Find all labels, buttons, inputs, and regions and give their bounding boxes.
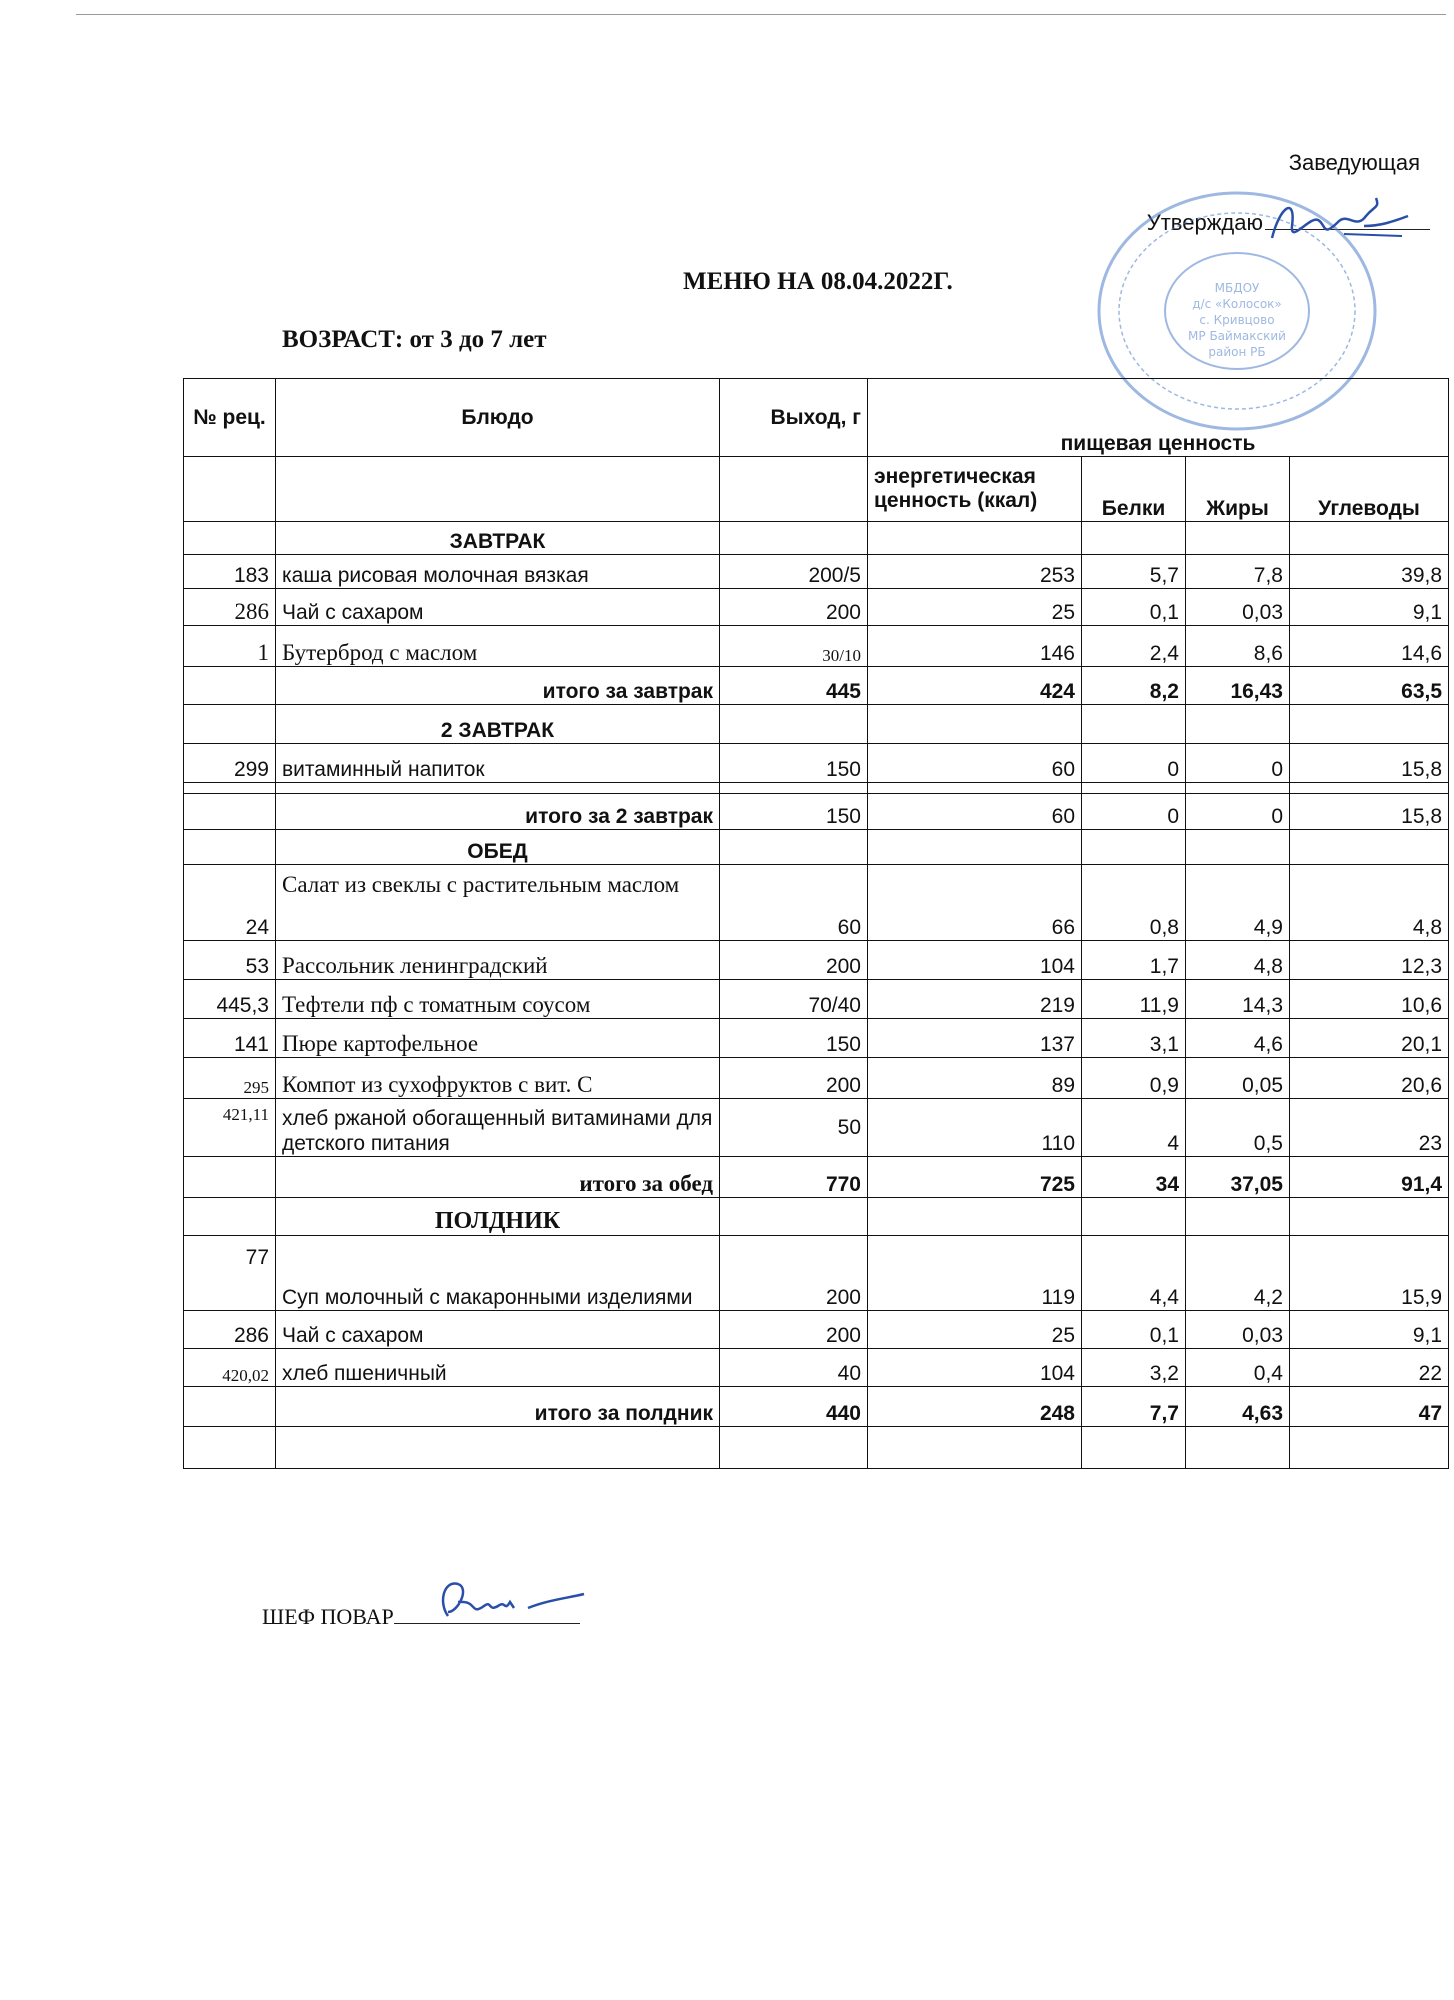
total-label: итого за обед [276, 1157, 720, 1198]
fat-total: 16,43 [1186, 667, 1290, 705]
protein-total: 7,7 [1082, 1387, 1186, 1427]
protein-value: 0,9 [1082, 1058, 1186, 1099]
svg-text:МР Баймакский: МР Баймакский [1188, 329, 1286, 343]
protein-value: 11,9 [1082, 980, 1186, 1019]
carbs-value: 10,6 [1290, 980, 1449, 1019]
fat-value: 14,3 [1186, 980, 1290, 1019]
empty-cell [184, 667, 276, 705]
empty-cell [184, 1387, 276, 1427]
header-dish: Блюдо [276, 379, 720, 457]
table-row [184, 1311, 1449, 1349]
energy-value: 60 [868, 744, 1082, 783]
svg-text:д/с «Колосок»: д/с «Колосок» [1192, 297, 1282, 311]
empty-cell [184, 1198, 276, 1236]
recipe-number: 295 [184, 1058, 276, 1099]
chef-label: ШЕФ ПОВАР [262, 1604, 394, 1629]
energy-value: 104 [868, 1349, 1082, 1387]
fat-value: 4,2 [1186, 1236, 1290, 1311]
empty-cell [1290, 1427, 1449, 1469]
header-energy: энергетическая ценность (ккал) [868, 457, 1082, 522]
energy-value: 253 [868, 555, 1082, 589]
dish-name: хлеб ржаной обогащенный витаминами для детского питания [276, 1099, 720, 1157]
carbs-value: 20,1 [1290, 1019, 1449, 1058]
empty-cell [1082, 1427, 1186, 1469]
energy-total: 725 [868, 1157, 1082, 1198]
empty-cell [1290, 1198, 1449, 1236]
protein-total: 8,2 [1082, 667, 1186, 705]
fat-value: 0,4 [1186, 1349, 1290, 1387]
table-row [184, 589, 1449, 626]
protein-value: 0,8 [1082, 865, 1186, 941]
yield-value: 200 [720, 1311, 868, 1349]
yield-value: 60 [720, 865, 868, 941]
table-row [184, 1019, 1449, 1058]
dish-name: Чай с сахаром [276, 1311, 720, 1349]
carbs-value: 22 [1290, 1349, 1449, 1387]
total-label: итого за 2 завтрак [276, 794, 720, 830]
protein-value: 4,4 [1082, 1236, 1186, 1311]
recipe-number: 420,02 [184, 1349, 276, 1387]
empty-cell [868, 522, 1082, 555]
fat-value: 8,6 [1186, 626, 1290, 667]
yield-value: 200 [720, 1058, 868, 1099]
header-yield: Выход, г [720, 379, 868, 457]
empty-cell [1082, 522, 1186, 555]
energy-value: 219 [868, 980, 1082, 1019]
protein-value: 3,1 [1082, 1019, 1186, 1058]
energy-total: 60 [868, 794, 1082, 830]
total-label: итого за завтрак [276, 667, 720, 705]
table-row [184, 1099, 1449, 1157]
header-carbs: Углеводы [1290, 457, 1449, 522]
header-fat: Жиры [1186, 457, 1290, 522]
empty-cell [868, 1198, 1082, 1236]
header-row-1 [184, 379, 1449, 457]
yield-value: 30/10 [720, 626, 868, 667]
carbs-value: 14,6 [1290, 626, 1449, 667]
fat-total: 37,05 [1186, 1157, 1290, 1198]
table-row [184, 1236, 1449, 1311]
yield-value: 40 [720, 1349, 868, 1387]
fat-value: 4,8 [1186, 941, 1290, 980]
svg-text:МБДОУ: МБДОУ [1214, 281, 1260, 295]
total-row-lunch [184, 1157, 1449, 1198]
empty-row [184, 1427, 1449, 1469]
dish-name: витаминный напиток [276, 744, 720, 783]
empty-cell [720, 783, 868, 794]
protein-value: 3,2 [1082, 1349, 1186, 1387]
empty-cell [720, 705, 868, 744]
fat-value: 0,5 [1186, 1099, 1290, 1157]
yield-value: 50 [720, 1099, 868, 1157]
dish-name: Чай с сахаром [276, 589, 720, 626]
energy-value: 146 [868, 626, 1082, 667]
table-row [184, 555, 1449, 589]
dish-name: Компот из сухофруктов с вит. С [276, 1058, 720, 1099]
approval-position: Заведующая [1288, 150, 1420, 175]
section-title: 2 ЗАВТРАК [276, 705, 720, 744]
carbs-value: 9,1 [1290, 589, 1449, 626]
fat-value: 0 [1186, 744, 1290, 783]
fat-value: 4,6 [1186, 1019, 1290, 1058]
carbs-total: 63,5 [1290, 667, 1449, 705]
energy-value: 119 [868, 1236, 1082, 1311]
recipe-number: 299 [184, 744, 276, 783]
empty-cell [868, 705, 1082, 744]
section-breakfast [184, 522, 1449, 555]
age-label: ВОЗРАСТ: от 3 до 7 лет [282, 326, 547, 353]
svg-text:район РБ: район РБ [1208, 345, 1266, 359]
spacer-row [184, 783, 1449, 794]
protein-total: 34 [1082, 1157, 1186, 1198]
total-row-snack [184, 1387, 1449, 1427]
empty-cell [1082, 830, 1186, 865]
section-title: ЗАВТРАК [276, 522, 720, 555]
empty-cell [184, 522, 276, 555]
fat-value: 0,03 [1186, 589, 1290, 626]
carbs-value: 20,6 [1290, 1058, 1449, 1099]
header-nutrition: пищевая ценность [868, 379, 1449, 457]
empty-cell [1082, 1198, 1186, 1236]
empty-cell [184, 830, 276, 865]
section-title: ОБЕД [276, 830, 720, 865]
energy-total: 424 [868, 667, 1082, 705]
recipe-number: 24 [184, 865, 276, 941]
empty-cell [720, 1198, 868, 1236]
fat-value: 7,8 [1186, 555, 1290, 589]
empty-cell [1186, 1198, 1290, 1236]
carbs-total: 47 [1290, 1387, 1449, 1427]
empty-cell [1186, 1427, 1290, 1469]
recipe-number: 421,11 [184, 1099, 276, 1157]
section-snack [184, 1198, 1449, 1236]
empty-cell [184, 783, 276, 794]
empty-cell [276, 457, 720, 522]
section-title: ПОЛДНИК [276, 1198, 720, 1236]
recipe-number: 1 [184, 626, 276, 667]
section-lunch [184, 830, 1449, 865]
energy-value: 110 [868, 1099, 1082, 1157]
dish-name: хлеб пшеничный [276, 1349, 720, 1387]
protein-value: 0,1 [1082, 1311, 1186, 1349]
header-row-2 [184, 457, 1449, 522]
carbs-total: 15,8 [1290, 794, 1449, 830]
yield-total: 770 [720, 1157, 868, 1198]
fat-total: 4,63 [1186, 1387, 1290, 1427]
table-row [184, 626, 1449, 667]
dish-name: Рассольник ленинградский [276, 941, 720, 980]
empty-cell [184, 457, 276, 522]
energy-value: 25 [868, 1311, 1082, 1349]
dish-name: каша рисовая молочная вязкая [276, 555, 720, 589]
empty-cell [1186, 783, 1290, 794]
energy-value: 104 [868, 941, 1082, 980]
yield-value: 200 [720, 941, 868, 980]
header-recipe-number: № рец. [184, 379, 276, 457]
energy-value: 66 [868, 865, 1082, 941]
protein-value: 0 [1082, 744, 1186, 783]
header-protein: Белки [1082, 457, 1186, 522]
fat-value: 0,05 [1186, 1058, 1290, 1099]
carbs-value: 9,1 [1290, 1311, 1449, 1349]
empty-cell [868, 783, 1082, 794]
dish-name: Бутерброд с маслом [276, 626, 720, 667]
recipe-number: 286 [184, 589, 276, 626]
yield-value: 200/5 [720, 555, 868, 589]
dish-name: Тефтели пф с томатным соусом [276, 980, 720, 1019]
yield-total: 445 [720, 667, 868, 705]
total-label: итого за полдник [276, 1387, 720, 1427]
dish-name: Суп молочный с макаронными изделиями [276, 1236, 720, 1311]
carbs-value: 15,8 [1290, 744, 1449, 783]
yield-total: 440 [720, 1387, 868, 1427]
table-row [184, 865, 1449, 941]
yield-value: 70/40 [720, 980, 868, 1019]
approval-label: Утверждаю [1146, 210, 1263, 235]
empty-cell [184, 1427, 276, 1469]
empty-cell [1290, 830, 1449, 865]
carbs-value: 39,8 [1290, 555, 1449, 589]
menu-table [183, 378, 1449, 1469]
table-row [184, 941, 1449, 980]
recipe-number: 53 [184, 941, 276, 980]
empty-cell [1082, 783, 1186, 794]
scan-top-line [76, 14, 1446, 15]
recipe-number: 183 [184, 555, 276, 589]
empty-cell [276, 783, 720, 794]
empty-cell [720, 522, 868, 555]
recipe-number: 445,3 [184, 980, 276, 1019]
recipe-number: 141 [184, 1019, 276, 1058]
empty-cell [1082, 705, 1186, 744]
empty-cell [868, 1427, 1082, 1469]
recipe-number: 286 [184, 1311, 276, 1349]
empty-cell [720, 457, 868, 522]
empty-cell [184, 794, 276, 830]
energy-value: 89 [868, 1058, 1082, 1099]
total-row-breakfast [184, 667, 1449, 705]
protein-total: 0 [1082, 794, 1186, 830]
energy-value: 137 [868, 1019, 1082, 1058]
empty-cell [868, 830, 1082, 865]
empty-cell [720, 1427, 868, 1469]
recipe-number: 77 [184, 1236, 276, 1311]
total-row-second-breakfast [184, 794, 1449, 830]
table-row [184, 744, 1449, 783]
table-row [184, 980, 1449, 1019]
table-row [184, 1058, 1449, 1099]
fat-value: 0,03 [1186, 1311, 1290, 1349]
yield-value: 200 [720, 1236, 868, 1311]
empty-cell [1186, 522, 1290, 555]
empty-cell [1186, 830, 1290, 865]
protein-value: 2,4 [1082, 626, 1186, 667]
carbs-value: 23 [1290, 1099, 1449, 1157]
carbs-total: 91,4 [1290, 1157, 1449, 1198]
empty-cell [184, 1157, 276, 1198]
yield-value: 150 [720, 744, 868, 783]
section-second-breakfast [184, 705, 1449, 744]
fat-total: 0 [1186, 794, 1290, 830]
empty-cell [720, 830, 868, 865]
protein-value: 0,1 [1082, 589, 1186, 626]
menu-title: МЕНЮ НА 08.04.2022Г. [683, 268, 953, 295]
empty-cell [1290, 705, 1449, 744]
empty-cell [184, 705, 276, 744]
yield-value: 200 [720, 589, 868, 626]
empty-cell [1290, 783, 1449, 794]
empty-cell [1290, 522, 1449, 555]
carbs-value: 12,3 [1290, 941, 1449, 980]
director-signature [1252, 186, 1412, 256]
protein-value: 1,7 [1082, 941, 1186, 980]
svg-text:с. Кривцово: с. Кривцово [1199, 313, 1275, 327]
table-row [184, 1349, 1449, 1387]
energy-total: 248 [868, 1387, 1082, 1427]
fat-value: 4,9 [1186, 865, 1290, 941]
empty-cell [1186, 705, 1290, 744]
protein-value: 5,7 [1082, 555, 1186, 589]
empty-cell [276, 1427, 720, 1469]
protein-value: 4 [1082, 1099, 1186, 1157]
dish-name: Салат из свеклы с растительным маслом [276, 865, 720, 941]
carbs-value: 4,8 [1290, 865, 1449, 941]
carbs-value: 15,9 [1290, 1236, 1449, 1311]
energy-value: 25 [868, 589, 1082, 626]
dish-name: Пюре картофельное [276, 1019, 720, 1058]
yield-total: 150 [720, 794, 868, 830]
yield-value: 150 [720, 1019, 868, 1058]
chef-signature [418, 1572, 588, 1628]
